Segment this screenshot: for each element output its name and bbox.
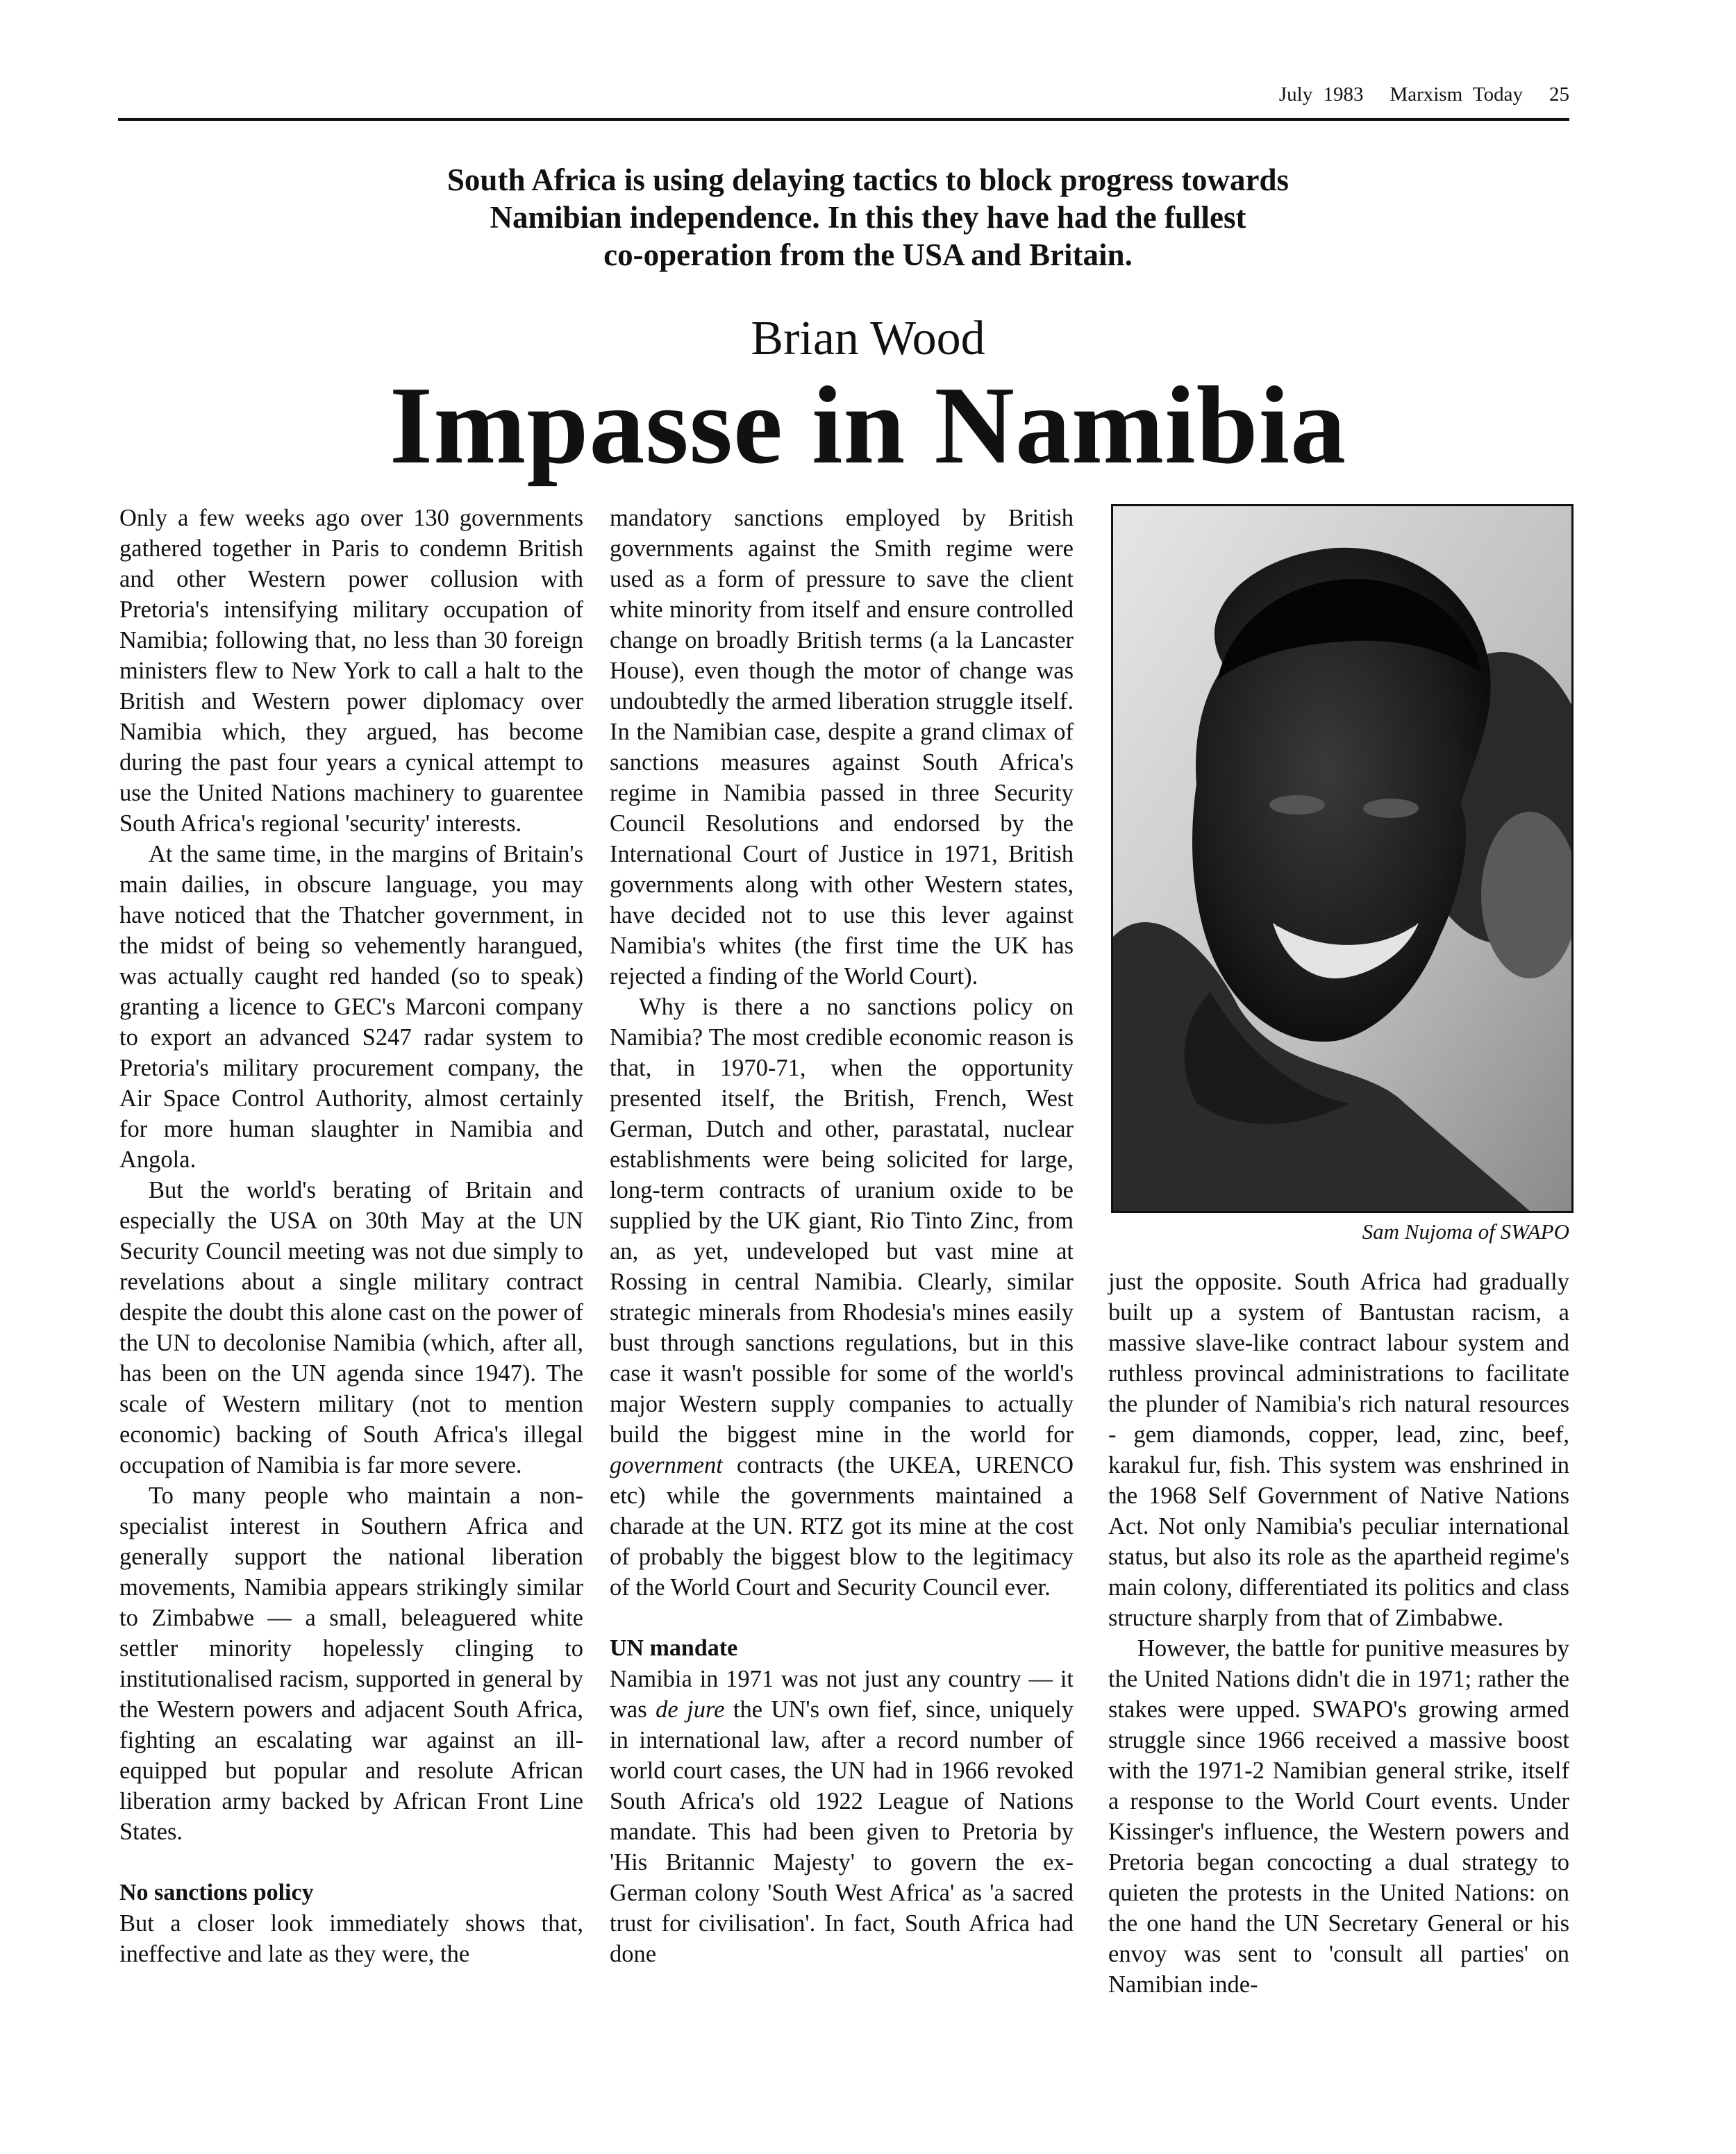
paragraph: mandatory sanctions employed by British governments against the Smith regime were used as a form of pressure to save the client white minority from itself and ensure controlled change on broadly British terms (a la Lancaster House), even though the motor of change was undoubtedly the armed liberation struggle itself. In the Namibian case, despite a grand climax of sanctions measures against South Africa's regime in Namibia passed in three Security Council Resolutions and endorsed by the International Court of Justice in 1971, British governments along with other Western states, have decided not to use this lever against Namibia's whites (the first time the UK has rejected a finding of the World Court). [610, 505, 1074, 990]
photo-caption [1111, 1219, 1569, 1244]
standfirst-line-3: co-operation from the USA and Britain. [603, 237, 1133, 272]
portrait-image [1113, 506, 1571, 1211]
standfirst-line-1: South Africa is using delaying tactics to block progress towards [446, 162, 1290, 197]
paragraph: But a closer look immediately shows that, ineffective and late as they were, the [119, 1910, 583, 1967]
page-number: 25 [1549, 83, 1569, 106]
column-1 [119, 503, 583, 2135]
standfirst-line-2: Namibian independence. In this they have had the fullest [490, 200, 1246, 235]
column-3 [1108, 1267, 1569, 2135]
text-run: the UN's own fief, since, uniquely in international law, after a record number of world court cases, the UN had in 1966 revoked South Africa's old 1922 League of Nations mandate. This had been given to Pretoria by 'His Britannic Majesty' to govern the ex-German colony 'South West Africa' as 'a sacred trust for civilisation'. In fact, South Africa had done [610, 1696, 1074, 1967]
paragraph: just the opposite. South Africa had gradually built up a system of Bantustan racism, a massive slave-like contract labour system and ruthless provincal administrations to facilitate the plunder of Namibia's rich natural resources - gem diamonds, copper, lead, zinc, beef, karakul fur, fish. This system was enshrined in the 1968 Self Government of Native Nations Act. Not only Namibia's peculiar international status, but also its role as the apartheid regime's main colony, differentiated its politics and class structure sharply from that of Zimbabwe. [1108, 1269, 1569, 1631]
paragraph: To many people who maintain a non-specialist interest in Southern Africa and generally support the national liberation movements, Namibia appears strikingly similar to Zimbabwe — a small, beleaguered white settler minority hopelessly clinging to institutionalised racism, supported in general by the Western powers and adjacent South Africa, fighting an escalating war against an ill-equipped but popular and resolute African liberation army backed by African Front Line States. [119, 1483, 583, 1845]
column-2 [610, 503, 1074, 2135]
paragraph: Only a few weeks ago over 130 governments gathered together in Paris to condemn British and other Western power collusion with Pretoria's intensifying military occupation of Namibia; following that, no less than 30 foreign ministers flew to New York to call a halt to the British and Western power diplomacy over Namibia which, they argued, has become during the past four years a cynical attempt to use the United Nations machinery to guarentee South Africa's regional 'security' interests. [119, 505, 583, 837]
standfirst [347, 161, 1389, 274]
text-run: Why is there a no sanctions policy on Namibia? The most credible economic reason is that, in 1970-71, when the opportunity presented itself, the British, French, West German, Dutch and other, parastatal, nuclear establishments were being solicited for large, long-term contracts of uranium oxide to be supplied by the UK giant, Rio Tinto Zinc, from an, as yet, undeveloped but vast mine at Rossing in central Namibia. Clearly, similar strategic minerals from Rhodesia's mines easily bust through sanctions regulations, but in this case it wasn't possible for some of the world's major Western supply companies to actually build the biggest mine in the world for [610, 994, 1074, 1448]
publication-name: Marxism Today [1389, 83, 1523, 106]
text-run: contracts (the UKEA, URENCO etc) while the governments maintained a charade at the UN. RTZ got its mine at the cost of probably the biggest blow to the legitimacy of the World Court and Security Council ever. [610, 1452, 1074, 1601]
paragraph: But the world's berating of Britain and especially the USA on 30th May at the UN Security Council meeting was not due simply to revelations about a single military contract despite the doubt this alone cast on the power of the UN to decolonise Namibia (which, after all, has been on the UN agenda since 1947). The scale of Western military (not to mention economic) backing of South Africa's illegal occupation of Namibia is far more severe. [119, 1177, 583, 1478]
paragraph: However, the battle for punitive measures by the United Nations didn't die in 1971; rather the stakes were upped. SWAPO's growing armed struggle since 1966 received a massive boost with the 1971-2 Namibian general strike, itself a response to the World Court events. Under Kissinger's influence, the Western powers and Pretoria began concocting a dual strategy to quieten the protests in the United Nations: on the one hand the UN Secretary General or his envoy was sent to 'consult all parties' on Namibian inde- [1108, 1635, 1569, 1998]
paragraph: At the same time, in the margins of Britain's main dailies, in obscure language, you may have noticed that the Thatcher government, in the midst of being so vehemently harangued, was actually caught red handed (so to speak) granting a licence to GEC's Marconi company to export an advanced S247 radar system to Pretoria's military procurement company, the Air Space Control Authority, almost certainly for more human slaughter in Namibia and Angola. [119, 841, 583, 1173]
caption-name: Sam Nujoma [1362, 1219, 1473, 1244]
caption-organisation: SWAPO [1500, 1219, 1569, 1244]
text-run: Namibia in 1971 was not just any country — it was [610, 1666, 1074, 1723]
author-byline: Brian Wood [751, 312, 985, 365]
emphasis-text: de jure [656, 1696, 725, 1723]
issue-date: July 1983 [1278, 83, 1364, 106]
caption-of: of [1478, 1219, 1495, 1244]
paragraph [610, 1664, 1074, 1969]
header-rule [118, 118, 1569, 121]
section-heading-no-sanctions: No sanctions policy [119, 1880, 314, 1905]
emphasis-text: government [610, 1452, 723, 1478]
running-head [1253, 83, 1569, 106]
article-title: Impasse in Namibia [389, 363, 1347, 487]
section-heading-un-mandate: UN mandate [610, 1635, 738, 1661]
portrait-photo [1111, 504, 1574, 1213]
paragraph [610, 992, 1074, 1603]
